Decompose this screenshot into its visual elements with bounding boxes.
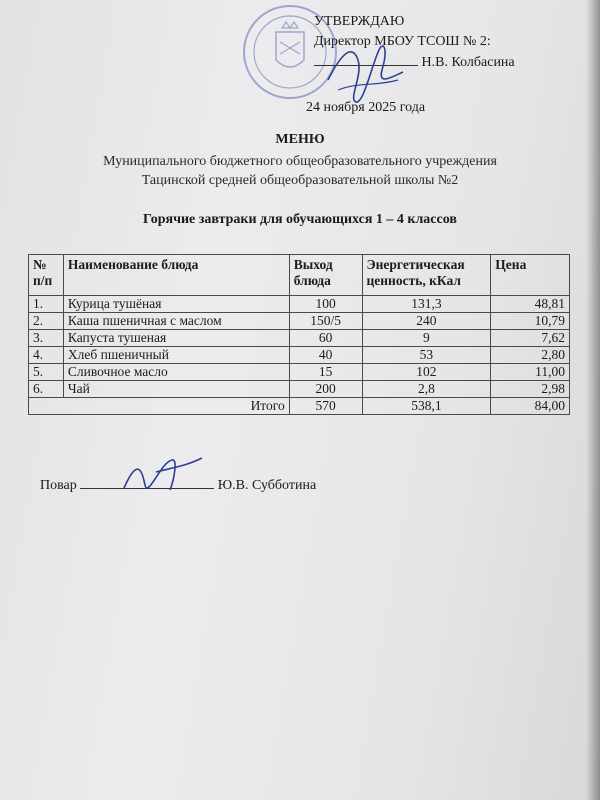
col-header-yield: Выход блюда bbox=[289, 255, 362, 296]
total-yield: 570 bbox=[289, 398, 362, 415]
dish-kcal: 131,3 bbox=[362, 296, 491, 313]
dish-name: Чай bbox=[63, 381, 289, 398]
approval-position: Директор МБОУ ТСОШ № 2: bbox=[314, 34, 491, 49]
dish-kcal: 240 bbox=[362, 313, 491, 330]
dish-name: Сливочное масло bbox=[63, 364, 289, 381]
dish-price: 11,00 bbox=[491, 364, 570, 381]
col-header-price: Цена bbox=[491, 255, 570, 296]
cook-signature-icon bbox=[116, 450, 206, 500]
row-number: 5. bbox=[29, 364, 64, 381]
dish-name: Хлеб пшеничный bbox=[63, 347, 289, 364]
dish-name: Каша пшеничная с маслом bbox=[63, 313, 289, 330]
table-total-row bbox=[29, 398, 570, 415]
dish-kcal: 9 bbox=[362, 330, 491, 347]
table-row bbox=[29, 313, 570, 330]
dish-price: 10,79 bbox=[491, 313, 570, 330]
dish-name: Капуста тушеная bbox=[63, 330, 289, 347]
dish-name: Курица тушёная bbox=[63, 296, 289, 313]
dish-price: 2,80 bbox=[491, 347, 570, 364]
dish-yield: 60 bbox=[289, 330, 362, 347]
dish-yield: 150/5 bbox=[289, 313, 362, 330]
total-label: Итого bbox=[29, 398, 290, 415]
row-number: 1. bbox=[29, 296, 64, 313]
col-header-number: № п/п bbox=[29, 255, 64, 296]
dish-yield: 15 bbox=[289, 364, 362, 381]
menu-subtitle: Горячие завтраки для обучающихся 1 – 4 классов bbox=[143, 212, 457, 227]
approval-date: 24 ноября 2025 года bbox=[306, 100, 426, 115]
org-line-2: Тацинской средней общеобразовательной школы №2 bbox=[141, 173, 459, 188]
row-number: 3. bbox=[29, 330, 64, 347]
org-line-1: Муниципального бюджетного общеобразовательного учреждения bbox=[103, 154, 497, 169]
approval-name: Н.В. Колбасина bbox=[421, 55, 515, 70]
dish-yield: 200 bbox=[289, 381, 362, 398]
page-shadow bbox=[586, 0, 600, 800]
director-signature-icon bbox=[318, 30, 408, 110]
table-row bbox=[29, 381, 570, 398]
dish-yield: 100 bbox=[289, 296, 362, 313]
dish-kcal: 53 bbox=[362, 347, 491, 364]
cook-role: Повар bbox=[40, 478, 77, 493]
dish-kcal: 2,8 bbox=[362, 381, 491, 398]
table-row bbox=[29, 347, 570, 364]
dish-kcal: 102 bbox=[362, 364, 491, 381]
dish-yield: 40 bbox=[289, 347, 362, 364]
dish-price: 7,62 bbox=[491, 330, 570, 347]
menu-title: МЕНЮ bbox=[275, 132, 325, 147]
total-price: 84,00 bbox=[491, 398, 570, 415]
dish-price: 2,98 bbox=[491, 381, 570, 398]
table-row bbox=[29, 296, 570, 313]
row-number: 4. bbox=[29, 347, 64, 364]
col-header-kcal: Энергетическая ценность, кКал bbox=[362, 255, 491, 296]
menu-table bbox=[28, 254, 570, 415]
cook-name: Ю.В. Субботина bbox=[217, 478, 317, 493]
total-kcal: 538,1 bbox=[362, 398, 491, 415]
col-header-dish: Наименование блюда bbox=[63, 255, 289, 296]
table-row bbox=[29, 364, 570, 381]
approval-heading: УТВЕРЖДАЮ bbox=[314, 14, 405, 29]
dish-price: 48,81 bbox=[491, 296, 570, 313]
row-number: 2. bbox=[29, 313, 64, 330]
row-number: 6. bbox=[29, 381, 64, 398]
table-header-row bbox=[29, 255, 570, 296]
table-row bbox=[29, 330, 570, 347]
